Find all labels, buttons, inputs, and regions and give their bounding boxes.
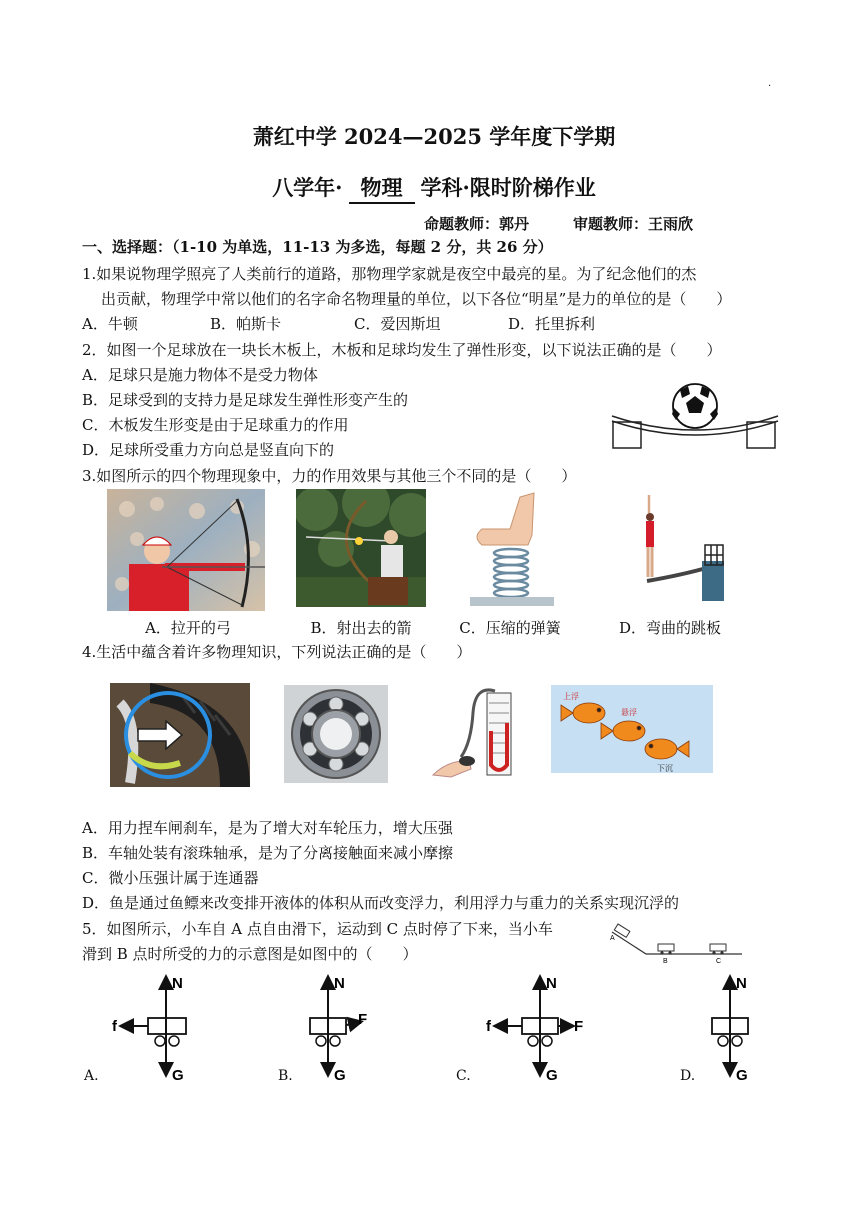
q5-answer-c: C.: [456, 1068, 471, 1084]
horseback-archer-photo: [296, 489, 426, 607]
force-label-F: F: [358, 1011, 368, 1028]
q3-caption-d: D．弯曲的跳板: [618, 619, 722, 637]
q2-option-d: D．足球所受重力方向总是竖直向下的: [82, 441, 335, 459]
title-prefix: 八学年·: [272, 175, 343, 200]
exam-title: 萧红中学 2024—2025 学年度下学期: [252, 124, 616, 149]
q4-option-a: A．用力捏车闸刹车，是为了增大对车轮压力，增大压强: [82, 819, 453, 837]
fish-label-suspend: 悬浮: [621, 708, 637, 717]
force-diagram-a: [108, 968, 198, 1088]
football-on-board-figure: [610, 380, 780, 452]
q4-option-b: B．车轴处装有滚珠轴承，是为了分离接触面来减小摩擦: [82, 844, 454, 862]
section-heading: 一、选择题：（1-10 为单选，11-13 为多选，每题 2 分，共 26 分）: [82, 238, 553, 256]
ball-bearing-photo: [284, 685, 388, 783]
q3-caption-a: A．拉开的弓: [145, 619, 231, 637]
pressure-gauge-figure: [425, 683, 525, 783]
q5-answer-d: D.: [680, 1068, 696, 1084]
force-label-g: G: [172, 1067, 184, 1084]
force-label-f: f: [486, 1018, 491, 1035]
q4-option-c: C．微小压强计属于连通器: [82, 869, 259, 887]
force-label-n: N: [172, 975, 183, 992]
force-label-n: N: [546, 975, 557, 992]
force-diagram-d: [700, 968, 770, 1088]
q1-option-a: A．牛顿: [82, 315, 138, 333]
force-diagram-c: [480, 968, 590, 1088]
q5-line1: 5．如图所示，小车自 A 点自由滑下，运动到 C 点时停了下来，当小车: [82, 920, 553, 938]
track-point-c: C: [716, 958, 722, 964]
q1-line1: 1.如果说物理学照亮了人类前行的道路，那物理学家就是夜空中最亮的星。为了纪念他们的杰: [82, 265, 697, 283]
track-point-b: B: [663, 958, 668, 964]
fish-label-rise: 上浮: [563, 692, 579, 701]
teacher-info: [424, 213, 737, 234]
q2-stem: 2．如图一个足球放在一块长木板上，木板和足球均发生了弹性形变，以下说法正确的是（ ）: [82, 341, 722, 359]
slope-track-figure: [606, 920, 746, 964]
fish-label-sink: 下沉: [657, 764, 673, 773]
setter-teacher: 命题教师：郭丹: [424, 215, 530, 233]
q1-option-d: D．托里拆利: [508, 315, 596, 333]
subject-name: 物理: [349, 172, 415, 204]
q1-line2: 出贡献，物理学中常以他们的名字命名物理量的单位，以下各位“明星”是力的单位的是（ ）: [101, 290, 732, 308]
track-point-a: A: [610, 935, 615, 942]
q3-caption-b: B．射出去的箭: [310, 619, 412, 637]
q5-answer-b: B.: [278, 1068, 293, 1084]
title-suffix: 学科·限时阶梯作业: [420, 175, 596, 200]
force-label-f: f: [112, 1018, 117, 1035]
force-label-g: G: [736, 1067, 748, 1084]
reviewer-teacher: 审题教师：王雨欣: [573, 215, 694, 233]
compressed-spring-figure: [462, 489, 560, 607]
force-label-g: G: [546, 1067, 558, 1084]
q2-option-a: A．足球只是施力物体不是受力物体: [82, 366, 318, 384]
q4-stem: 4.生活中蕴含着许多物理知识，下列说法正确的是（ ）: [82, 643, 472, 661]
exam-subtitle: [0, 172, 868, 204]
force-label-n: N: [334, 975, 345, 992]
q5-answer-a: A.: [84, 1068, 99, 1084]
force-label-F: F: [574, 1018, 584, 1035]
q1-option-b: B．帕斯卡: [210, 315, 282, 333]
force-label-g: G: [334, 1067, 346, 1084]
q2-option-b: B．足球受到的支持力是足球发生弹性形变产生的: [82, 391, 409, 409]
q4-option-d: D．鱼是通过鱼鳔来改变排开液体的体积从而改变浮力，利用浮力与重力的关系实现沉浮的: [82, 894, 680, 912]
corner-mark: .: [768, 78, 772, 89]
force-label-n: N: [736, 975, 747, 992]
q3-stem: 3.如图所示的四个物理现象中，力的作用效果与其他三个不同的是（ ）: [82, 467, 577, 485]
archer-bow-photo: [107, 489, 265, 611]
bike-brake-photo: [110, 683, 250, 787]
q3-caption-c: C．压缩的弹簧: [459, 619, 561, 637]
diving-board-figure: [612, 489, 728, 607]
q5-line2: 滑到 B 点时所受的力的示意图是如图中的（ ）: [82, 945, 418, 963]
fish-buoyancy-figure: [551, 685, 713, 773]
force-diagram-b: [290, 968, 380, 1088]
q2-option-c: C．木板发生形变是由于足球重力的作用: [82, 416, 349, 434]
q1-option-c: C．爱因斯坦: [354, 315, 441, 333]
